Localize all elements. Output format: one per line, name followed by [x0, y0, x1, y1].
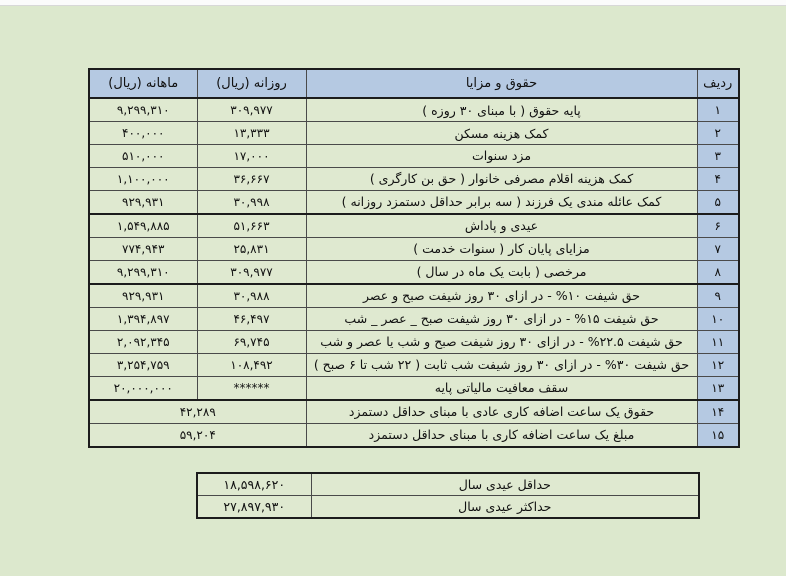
- cell-monthly: ۱,۱۰۰,۰۰۰: [89, 167, 197, 190]
- table-row: [89, 376, 739, 400]
- bonus-summary-table: [196, 472, 700, 519]
- cell-item: عیدی و پاداش: [306, 214, 697, 238]
- cell-row-no: ۱۴: [697, 400, 739, 424]
- window-edge-strip: [0, 0, 786, 6]
- cell-item: کمک هزینه اقلام مصرفی خانوار ( حق بن کارگری ): [306, 167, 697, 190]
- cell-daily: ۶۹,۷۴۵: [197, 330, 306, 353]
- cell-daily: ۳۰۹,۹۷۷: [197, 98, 306, 122]
- cell-daily: ۳۰۹,۹۷۷: [197, 260, 306, 284]
- salary-table: [88, 68, 740, 448]
- cell-row-no: ۱۱: [697, 330, 739, 353]
- cell-monthly: ۹,۲۹۹,۳۱۰: [89, 98, 197, 122]
- table-row: [89, 400, 739, 424]
- cell-item: کمک عائله مندی یک فرزند ( سه برابر حداقل دستمزد روزانه ): [306, 190, 697, 214]
- cell-item: مبلغ یک ساعت اضافه کاری با مبنای حداقل دستمزد: [306, 423, 697, 447]
- cell-daily: ۳۰,۹۸۸: [197, 284, 306, 308]
- cell-item: حقوق یک ساعت اضافه کاری عادی با مبنای حداقل دستمزد: [306, 400, 697, 424]
- header-monthly: ماهانه (ریال): [89, 69, 197, 98]
- cell-monthly: ۹۲۹,۹۳۱: [89, 190, 197, 214]
- cell-daily: ۲۵,۸۳۱: [197, 237, 306, 260]
- cell-row-no: ۳: [697, 144, 739, 167]
- table-row: [89, 144, 739, 167]
- cell-daily: ۵۱,۶۶۳: [197, 214, 306, 238]
- table-row: [89, 237, 739, 260]
- table-row: [89, 190, 739, 214]
- table-row: [89, 423, 739, 447]
- cell-merged-value: ۴۲,۲۸۹: [89, 400, 306, 424]
- cell-monthly: ۳,۲۵۴,۷۵۹: [89, 353, 197, 376]
- table-row: [89, 284, 739, 308]
- cell-daily: ۴۶,۴۹۷: [197, 307, 306, 330]
- summary-label: حداکثر عیدی سال: [311, 496, 699, 519]
- table-row: [89, 260, 739, 284]
- summary-row: [197, 473, 699, 496]
- table-row: [89, 330, 739, 353]
- cell-daily: ۱۷,۰۰۰: [197, 144, 306, 167]
- cell-daily: ******: [197, 376, 306, 400]
- summary-value: ۱۸,۵۹۸,۶۲۰: [197, 473, 311, 496]
- cell-monthly: ۲,۰۹۲,۳۴۵: [89, 330, 197, 353]
- header-row-no: ردیف: [697, 69, 739, 98]
- cell-row-no: ۵: [697, 190, 739, 214]
- cell-row-no: ۷: [697, 237, 739, 260]
- cell-item: حق شیفت ۳۰% - در ازای ۳۰ روز شیفت شب ثابت ( ۲۲ شب تا ۶ صبح ): [306, 353, 697, 376]
- header-daily: روزانه (ریال): [197, 69, 306, 98]
- cell-item: پایه حقوق ( با مبنای ۳۰ روزه ): [306, 98, 697, 122]
- cell-daily: ۱۰۸,۴۹۲: [197, 353, 306, 376]
- cell-row-no: ۱۲: [697, 353, 739, 376]
- cell-row-no: ۲: [697, 122, 739, 145]
- cell-item: حق شیفت ۲۲.۵% - در ازای ۳۰ روز شیفت صبح و شب یا عصر و شب: [306, 330, 697, 353]
- summary-label: حداقل عیدی سال: [311, 473, 699, 496]
- summary-row: [197, 496, 699, 519]
- cell-monthly: ۵۱۰,۰۰۰: [89, 144, 197, 167]
- header-item: حقوق و مزایا: [306, 69, 697, 98]
- cell-row-no: ۴: [697, 167, 739, 190]
- cell-item: مرخصی ( بابت یک ماه در سال ): [306, 260, 697, 284]
- cell-merged-value: ۵۹,۲۰۴: [89, 423, 306, 447]
- cell-item: سقف معافیت مالیاتی پایه: [306, 376, 697, 400]
- cell-monthly: ۲۰,۰۰۰,۰۰۰: [89, 376, 197, 400]
- cell-monthly: ۷۷۴,۹۴۳: [89, 237, 197, 260]
- salary-table-header-row: [89, 69, 739, 98]
- cell-monthly: ۹,۲۹۹,۳۱۰: [89, 260, 197, 284]
- cell-monthly: ۱,۵۴۹,۸۸۵: [89, 214, 197, 238]
- table-row: [89, 214, 739, 238]
- cell-monthly: ۱,۳۹۴,۸۹۷: [89, 307, 197, 330]
- cell-item: مزد سنوات: [306, 144, 697, 167]
- cell-monthly: ۴۰۰,۰۰۰: [89, 122, 197, 145]
- table-row: [89, 98, 739, 122]
- cell-item: مزایای پایان کار ( سنوات خدمت ): [306, 237, 697, 260]
- table-row: [89, 307, 739, 330]
- cell-row-no: ۸: [697, 260, 739, 284]
- cell-item: حق شیفت ۱۵% - در ازای ۳۰ روز شیفت صبح _ عصر _ شب: [306, 307, 697, 330]
- table-row: [89, 353, 739, 376]
- cell-row-no: ۱: [697, 98, 739, 122]
- cell-daily: ۱۳,۳۳۳: [197, 122, 306, 145]
- cell-row-no: ۱۰: [697, 307, 739, 330]
- cell-row-no: ۶: [697, 214, 739, 238]
- cell-item: کمک هزینه مسکن: [306, 122, 697, 145]
- cell-monthly: ۹۲۹,۹۳۱: [89, 284, 197, 308]
- cell-item: حق شیفت ۱۰% - در ازای ۳۰ روز شیفت صبح و عصر: [306, 284, 697, 308]
- cell-daily: ۳۰,۹۹۸: [197, 190, 306, 214]
- table-row: [89, 122, 739, 145]
- cell-row-no: ۱۵: [697, 423, 739, 447]
- cell-row-no: ۱۳: [697, 376, 739, 400]
- cell-daily: ۳۶,۶۶۷: [197, 167, 306, 190]
- table-row: [89, 167, 739, 190]
- summary-value: ۲۷,۸۹۷,۹۳۰: [197, 496, 311, 519]
- cell-row-no: ۹: [697, 284, 739, 308]
